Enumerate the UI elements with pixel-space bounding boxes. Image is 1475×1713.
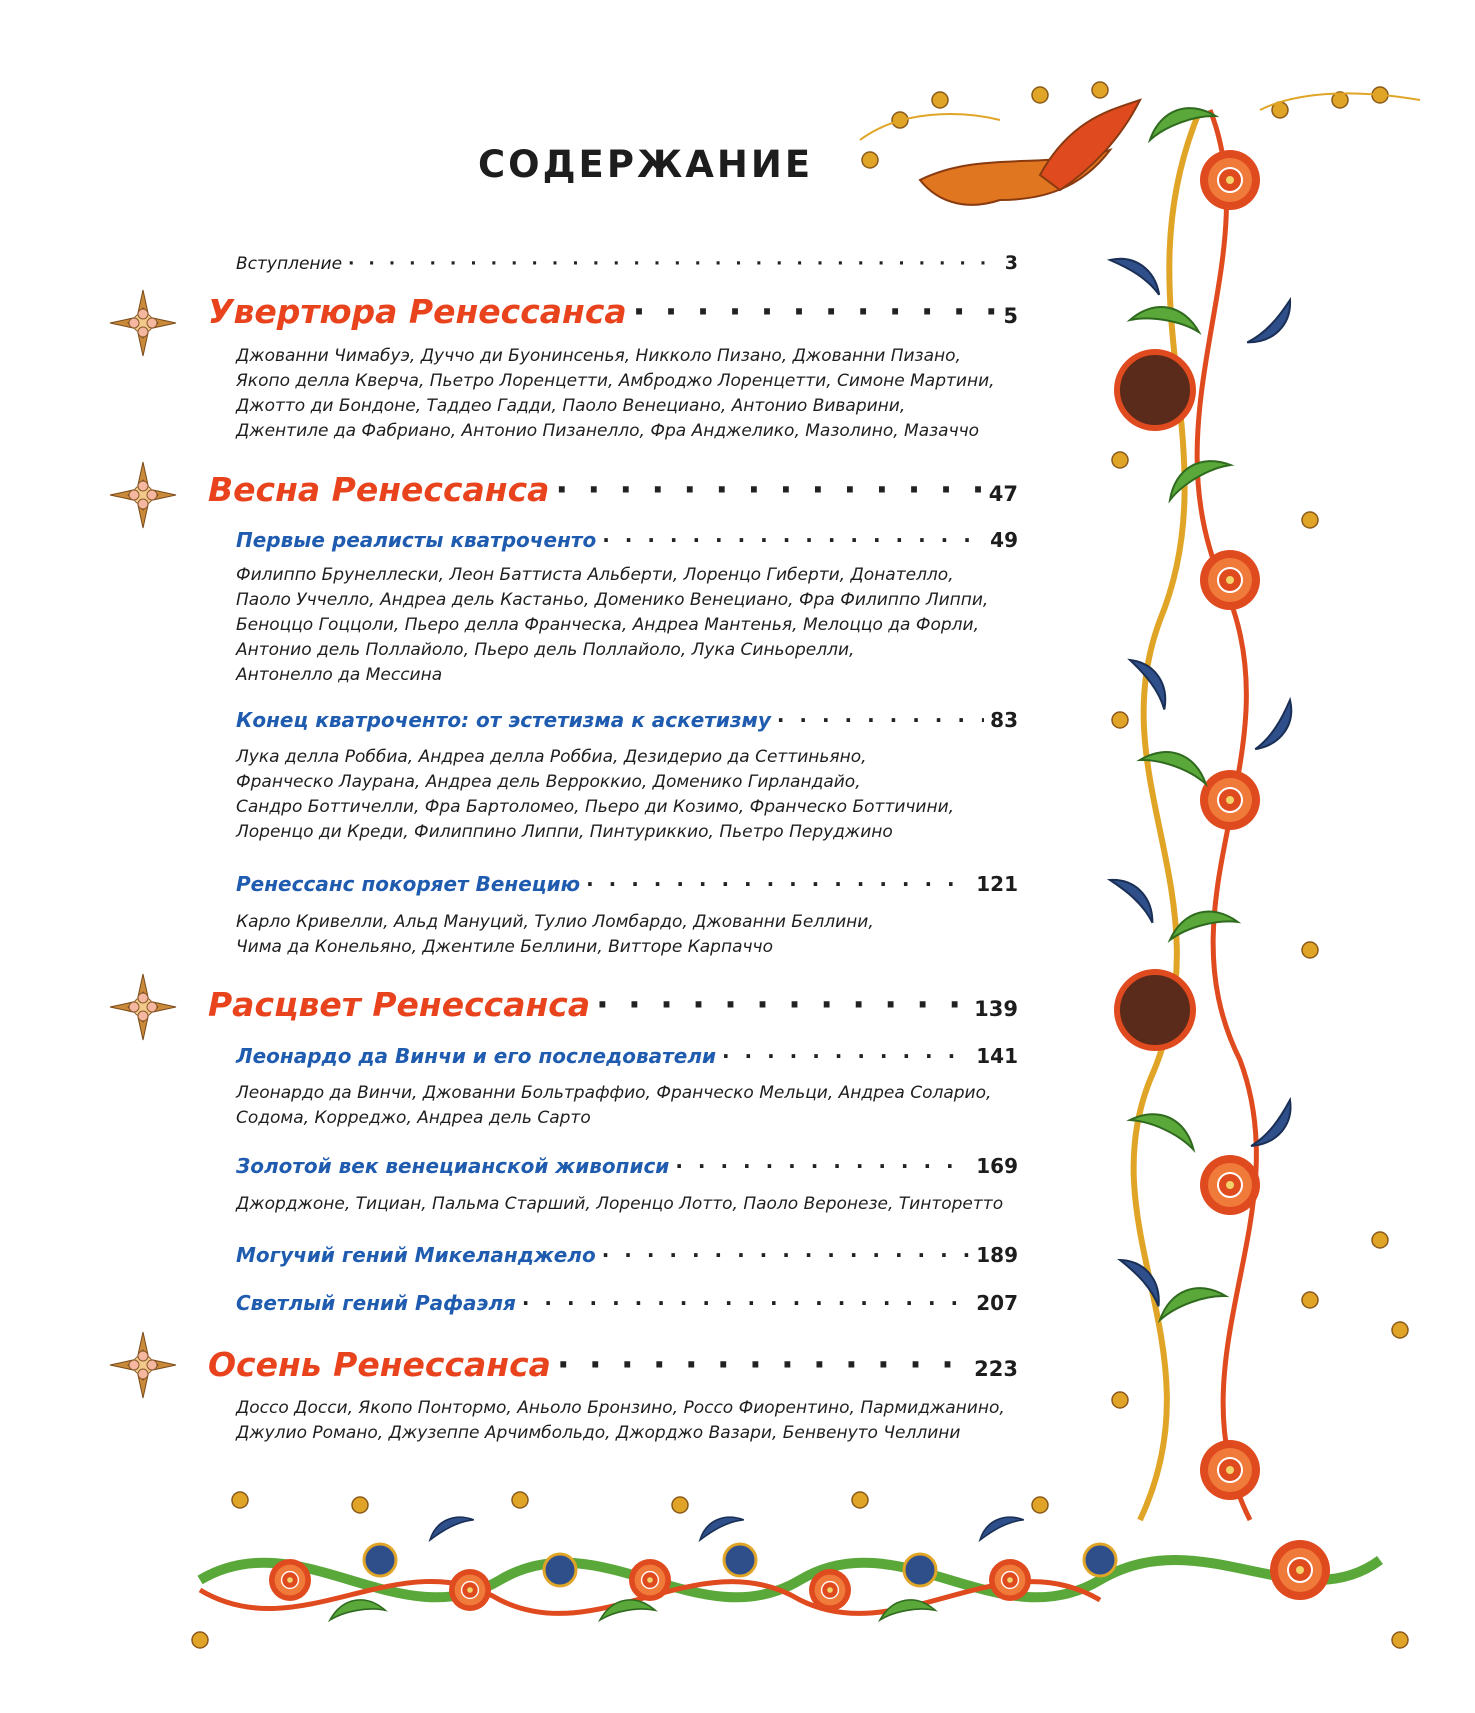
artist-line: Содома, Корреджо, Андреа дель Сарто [236, 1108, 591, 1128]
artist-line: Филиппо Брунеллески, Леон Баттиста Альберти, Лоренцо Гиберти, Донателло, [236, 565, 954, 585]
artist-line: Джованни Чимабуэ, Дуччо ди Буонинсенья, Никколо Пизано, Джованни Пизано, [236, 346, 961, 366]
page-number: 141 [976, 1044, 1018, 1068]
artist-line: Джулио Романо, Джузеппе Арчимбольдо, Джорджо Вазари, Бенвенуто Челлини [236, 1423, 961, 1443]
page-number: 121 [976, 872, 1018, 896]
toc-chapter-label: Светлый гений Рафаэля [236, 1291, 516, 1315]
page-title: СОДЕРЖАНИЕ [478, 143, 814, 186]
toc-entry-label: Вступление [236, 254, 343, 274]
artist-line: Лоренцо ди Креди, Филиппино Липпи, Пинтуриккио, Пьетро Перуджино [236, 822, 893, 842]
artist-line: Джентиле да Фабриано, Антонио Пизанелло, Фра Анджелико, Мазолино, Мазаччо [236, 421, 980, 441]
toc-chapter-label: Золотой век венецианской живописи [236, 1154, 670, 1178]
artist-line: Антонио дель Поллайоло, Пьеро дель Поллайоло, Лука Синьорелли, [236, 640, 855, 660]
toc-part-label: Весна Ренессанса [208, 470, 550, 509]
page-number: 5 [1003, 304, 1018, 328]
artist-line: Франческо Лаурана, Андреа дель Верроккио, Доменико Гирландайо, [236, 772, 861, 792]
toc-chapter-label: Первые реалисты кватроченто [236, 528, 597, 552]
artist-line: Доссо Досси, Якопо Понтормо, Аньоло Бронзино, Россо Фиорентино, Пармиджанино, [236, 1398, 1005, 1418]
artist-line: Джорджоне, Тициан, Пальма Старший, Лоренцо Лотто, Паоло Веронезе, Тинторетто [236, 1194, 1004, 1214]
artist-line: Чима да Конельяно, Джентиле Беллини, Витторе Карпаччо [236, 937, 773, 957]
page-number: 189 [976, 1243, 1018, 1267]
artist-line: Джотто ди Бондоне, Таддео Гадди, Паоло Венециано, Антонио Виварини, [236, 396, 906, 416]
page-number: 223 [974, 1357, 1018, 1381]
toc-chapter-label: Конец кватроченто: от эстетизма к аскетизму [236, 708, 771, 732]
toc-part-label: Осень Ренессанса [208, 1345, 551, 1384]
page-number: 3 [1004, 252, 1018, 274]
artist-line: Якопо делла Кверча, Пьетро Лоренцетти, Амброджо Лоренцетти, Симоне Мартини, [236, 371, 995, 391]
artist-line: Леонардо да Винчи, Джованни Больтраффио, Франческо Мельци, Андреа Соларио, [236, 1083, 992, 1103]
page-number: 139 [974, 997, 1018, 1021]
artist-line: Сандро Боттичелли, Фра Бартоломео, Пьеро ди Козимо, Франческо Боттичини, [236, 797, 955, 817]
artist-line: Лука делла Роббиа, Андреа делла Роббиа, Дезидерио да Сеттиньяно, [236, 747, 867, 767]
artist-line: Антонелло да Мессина [236, 665, 443, 685]
toc-part-label: Увертюра Ренессанса [208, 292, 627, 331]
toc-chapter-label: Ренессанс покоряет Венецию [236, 872, 581, 896]
page-number: 83 [990, 708, 1018, 732]
artist-line: Карло Кривелли, Альд Мануций, Тулио Ломбардо, Джованни Беллини, [236, 912, 874, 932]
artist-line: Паоло Уччелло, Андреа дель Кастаньо, Доменико Венециано, Фра Филиппо Липпи, [236, 590, 989, 610]
page-number: 49 [990, 528, 1018, 552]
artist-line: Беноццо Гоццоли, Пьеро делла Франческа, Андреа Мантенья, Мелоццо да Форли, [236, 615, 980, 635]
toc-chapter-label: Могучий гений Микеланджело [236, 1243, 596, 1267]
page-number: 207 [976, 1291, 1018, 1315]
toc-chapter-label: Леонардо да Винчи и его последователи [236, 1044, 716, 1068]
page-number: 47 [988, 482, 1018, 506]
page-number: 169 [976, 1154, 1018, 1178]
toc-part-label: Расцвет Ренессанса [208, 985, 591, 1024]
